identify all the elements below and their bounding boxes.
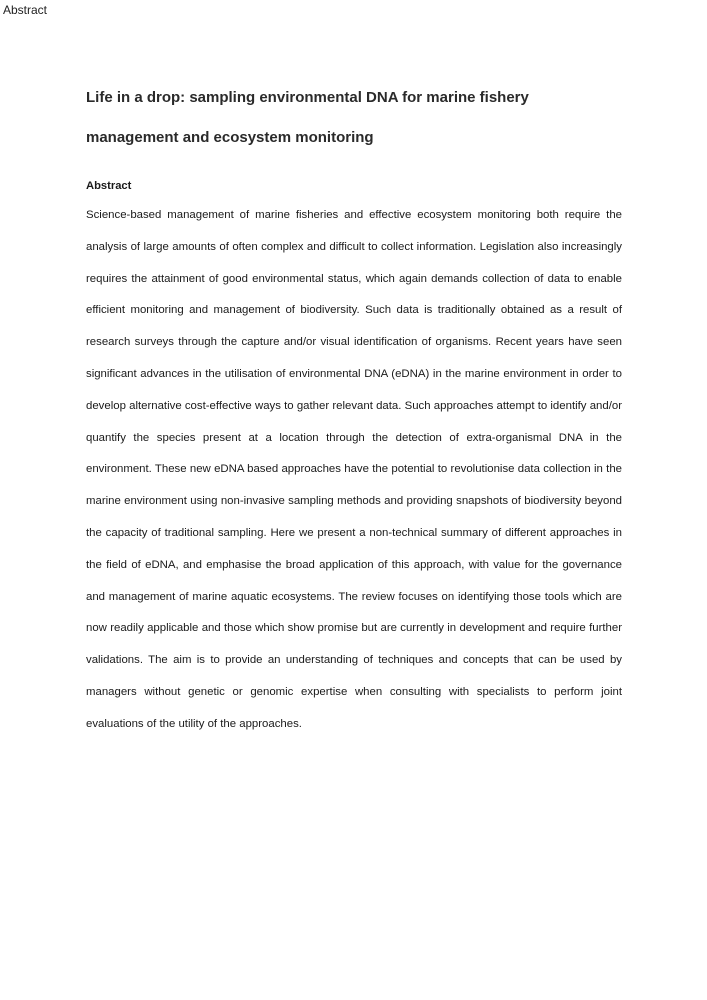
paper-title: Life in a drop: sampling environmental DNA for marine fishery management and ecosystem monitoring <box>86 89 529 146</box>
abstract-text: Science-based management of marine fisheries and effective ecosystem monitoring both require the analysis of large amounts of often complex and difficult to collect information. Legislation also increasingly requires the attainment of good environmental status, which again demands collection of data to enable efficient monitoring and management of biodiversity. Such data is traditionally obtained as a result of research surveys through the capture and/or visual identification of organisms. Recent years have seen significant advances in the utilisation of environmental DNA (eDNA) in the marine environment in order to develop alternative cost-effective ways to gather relevant data. Such approaches attempt to identify and/or quantify the species present at a location through the detection of extra-organismal DNA in the environment. These new eDNA based approaches have the potential to revolutionise data collection in the marine environment using non-invasive sampling methods and providing snapshots of biodiversity beyond the capacity of traditional sampling. Here we present a non-technical summary of different approaches in the field of eDNA, and emphasise the broad application of this approach, with value for the governance and management of marine aquatic ecosystems. The review focuses on identifying those tools which are now readily applicable and those which show promise but are currently in development and require further validations. The aim is to provide an understanding of techniques and concepts that can be used by managers without genetic or genomic expertise when consulting with specialists to perform joint evaluations of the utility of the approaches. <box>86 209 622 730</box>
page-label: Abstract <box>3 3 48 17</box>
abstract-heading: Abstract <box>86 180 132 192</box>
paper-content <box>86 78 622 741</box>
